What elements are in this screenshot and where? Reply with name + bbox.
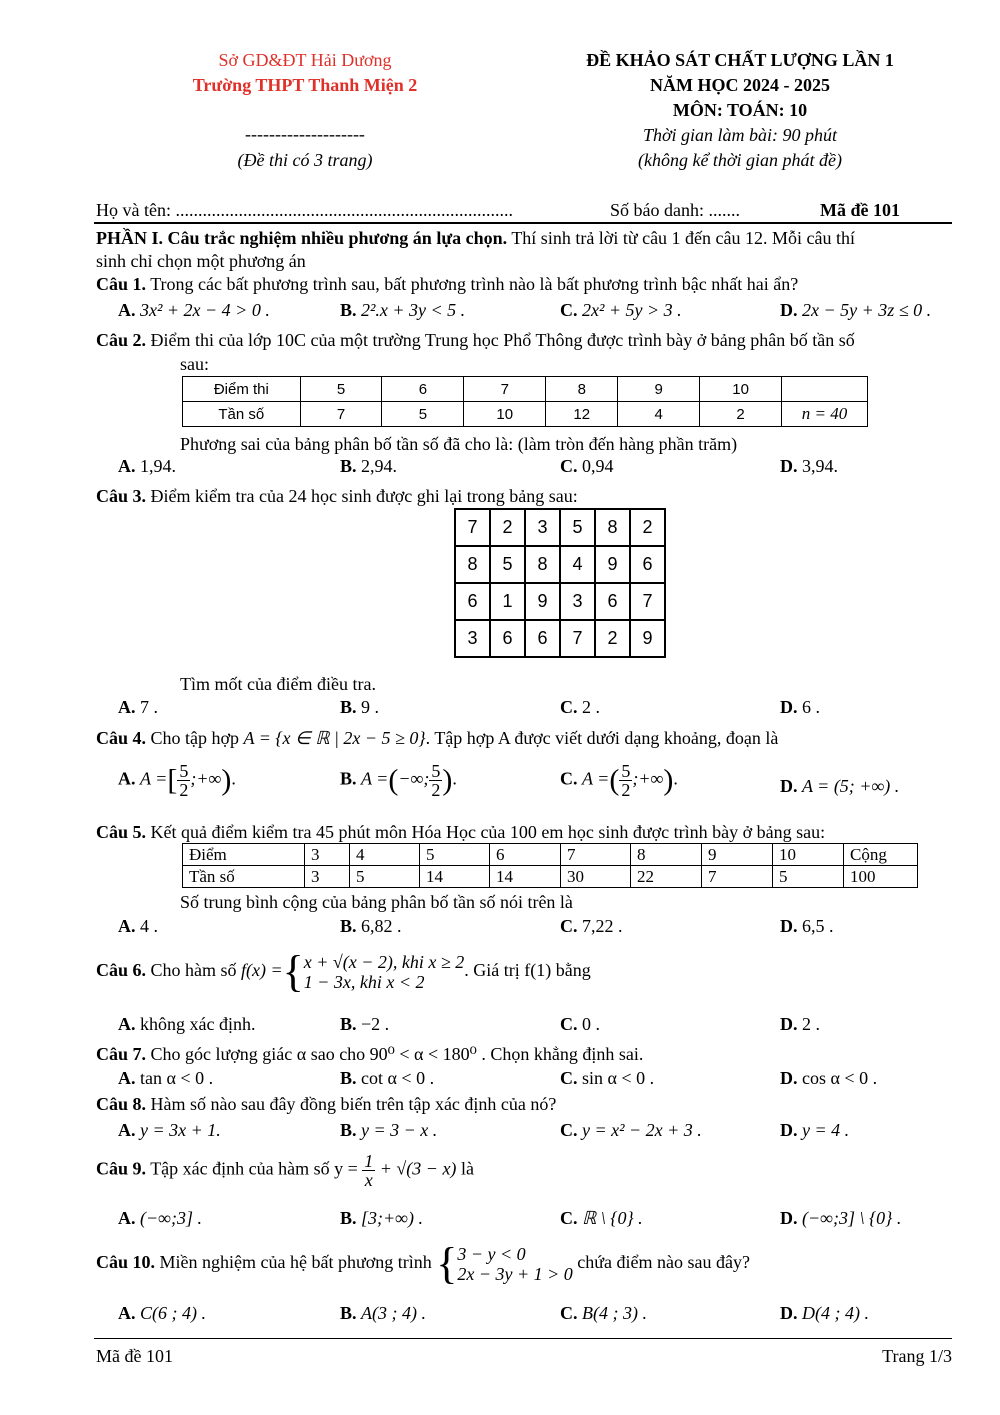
footer-divider [94,1338,952,1339]
q7-option-c: C. sin α < 0 . [560,1068,655,1088]
q1-option-d: D. 2x − 5y + 3z ≤ 0 . [780,300,932,320]
question-2: Câu 2. Điểm thi của lớp 10C của một trường Trung học Phổ Thông được trình bày ở bảng phân bố tần số [96,330,855,350]
q5-option-c: C. 7,22 . [560,916,623,936]
part1-heading [96,228,855,249]
exam-title: ĐỀ KHẢO SÁT CHẤT LƯỢNG LẦN 1 [586,50,894,70]
q2-option-a: A. 1,94. [118,456,176,476]
table-row: Tần số 3 5 14 14 30 22 7 5 100 [183,866,918,888]
exam-code: Mã đề 101 [820,200,900,220]
q7-option-b: B. cot α < 0 . [340,1068,435,1088]
question-2-text-cont: sau: [180,354,209,374]
q3-option-a: A. 7 . [118,697,158,717]
q4-option-c: C. A =( $\frac{5}{2}$ ;+∞). [560,761,678,800]
student-id-field: Số báo danh: ....... [610,200,740,220]
footer-exam-code: Mã đề 101 [96,1346,173,1366]
q3-option-c: C. 2 . [560,697,600,717]
q2-question: Phương sai của bảng phân bố tần số đã cho là: (làm tròn đến hàng phần trăm) [180,434,738,454]
question-5: Câu 5. Kết quả điểm kiểm tra 45 phút môn Hóa Học của 100 em học sinh được trình bày ở bảng sau: [96,822,826,842]
q4-option-d: D. A = (5; +∞) . [780,776,900,796]
department: Sở GD&ĐT Hải Dương [218,50,392,70]
q10-option-c: C. B(4 ; 3) . [560,1303,647,1323]
table-row: 8 5 8 4 9 6 [455,546,665,583]
q8-option-a: A. y = 3x + 1. [118,1120,221,1140]
q6-option-d: D. 2 . [780,1014,820,1034]
q1-option-b: B. 2².x + 3y < 5 . [340,300,466,320]
question-10: Câu 10. Miền nghiệm của hệ bất phương trình { 3 − y < 0 2x − 3y + 1 > 0 chứa điểm nào sau đây? [96,1239,750,1288]
q5-option-d: D. 6,5 . [780,916,834,936]
q8-option-b: B. y = 3 − x . [340,1120,438,1140]
question-3: Câu 3. Điểm kiểm tra của 24 học sinh được ghi lại trong bảng sau: [96,486,578,506]
subject: MÔN: TOÁN: 10 [672,100,808,120]
table-row: 6 1 9 3 6 7 [455,583,665,620]
q10-option-d: D. D(4 ; 4) . [780,1303,869,1323]
table-row: 3 6 6 7 2 9 [455,620,665,657]
exam-time: Thời gian làm bài: 90 phút [642,125,838,145]
q3-option-b: B. 9 . [340,697,380,717]
q4-option-a: A. A =[ $\frac{5}{2}$ ;+∞). [118,761,236,800]
part1-title: PHẦN I. Câu trắc nghiệm nhiều phương án lựa chọn. [96,228,508,248]
question-1-label: Câu 1. [96,274,147,294]
school-year: NĂM HỌC 2024 - 2025 [650,75,830,95]
q2-option-c: C. 0,94 [560,456,614,476]
part1-instruction: Thí sinh trả lời từ câu 1 đến câu 12. Mỗi câu thí [507,228,856,248]
q10-option-b: B. A(3 ; 4) . [340,1303,426,1323]
table-row: 7 2 3 5 8 2 [455,509,665,546]
q2-option-b: B. 2,94. [340,456,398,476]
q3-option-d: D. 6 . [780,697,820,717]
q5-option-a: A. 4 . [118,916,158,936]
question-7: Câu 7. Cho góc lượng giác α sao cho 90⁰ < α < 180⁰ . Chọn khẳng định sai. [96,1044,644,1064]
q9-option-d: D. (−∞;3] \ {0} . [780,1208,902,1228]
header-divider [94,222,952,224]
question-9: Câu 9. Tập xác định của hàm số y = $\frac{1}{x}$ + √(3 − x) là [96,1151,474,1190]
pages-note: (Đề thi có 3 trang) [237,150,373,170]
q5-frequency-table [182,843,918,888]
table-row: Điểm thi 5 6 7 8 9 10 [183,377,868,402]
question-8: Câu 8. Hàm số nào sau đây đồng biến trên tập xác định của nó? [96,1094,557,1114]
table-row: Điểm 3 4 5 6 7 8 9 10 Cộng [183,844,918,866]
q9-option-b: B. [3;+∞) . [340,1208,423,1228]
q9-option-a: A. (−∞;3] . [118,1208,202,1228]
q1-option-a: A. 3x² + 2x − 4 > 0 . [118,300,270,320]
page-number: Trang 1/3 [882,1346,952,1366]
q2-option-d: D. 3,94. [780,456,838,476]
q6-option-c: C. 0 . [560,1014,600,1034]
q1-option-c: C. 2x² + 5y > 3 . [560,300,682,320]
q2-frequency-table [182,376,868,427]
student-name-field: Họ và tên: ........................................................................... [96,200,513,220]
q7-option-d: D. cos α < 0 . [780,1068,878,1088]
question-6: Câu 6. Cho hàm số f(x) ={ x + √(x − 2), khi x ≥ 2 1 − 3x, khi x < 2 . Giá trị f(1) bằng [96,947,591,996]
q6-option-a: A. không xác định. [118,1014,256,1034]
q6-option-b: B. −2 . [340,1014,390,1034]
question-1-text: Trong các bất phương trình sau, bất phương trình nào là bất phương trình bậc nhất hai ẩn? [146,274,799,294]
q8-option-d: D. y = 4 . [780,1120,850,1140]
question-1 [96,274,798,295]
q5-option-b: B. 6,82 . [340,916,402,936]
part1-instruction-2: sinh chỉ chọn một phương án [96,251,306,271]
q4-option-b: B. A =(−∞; $\frac{5}{2}$ ). [340,761,457,800]
q8-option-c: C. y = x² − 2x + 3 . [560,1120,702,1140]
time-note: (không kể thời gian phát đề) [637,150,843,170]
q3-question: Tìm mốt của điểm điều tra. [180,674,376,694]
school-name: Trường THPT Thanh Miện 2 [192,75,418,95]
q5-question: Số trung bình cộng của bảng phân bố tần số nói trên là [180,892,573,912]
q9-option-c: C. ℝ \ {0} . [560,1208,643,1228]
q3-score-grid [454,508,666,658]
q10-option-a: A. C(6 ; 4) . [118,1303,206,1323]
dash-line: -------------------- [245,124,365,144]
question-4: Câu 4. Cho tập hợp A = {x ∈ ℝ | 2x − 5 ≥ 0}. Tập hợp A được viết dưới dạng khoảng, đoạn là [96,728,779,748]
table-row: Tần số 7 5 10 12 4 2 n = 40 [183,402,868,427]
q7-option-a: A. tan α < 0 . [118,1068,214,1088]
